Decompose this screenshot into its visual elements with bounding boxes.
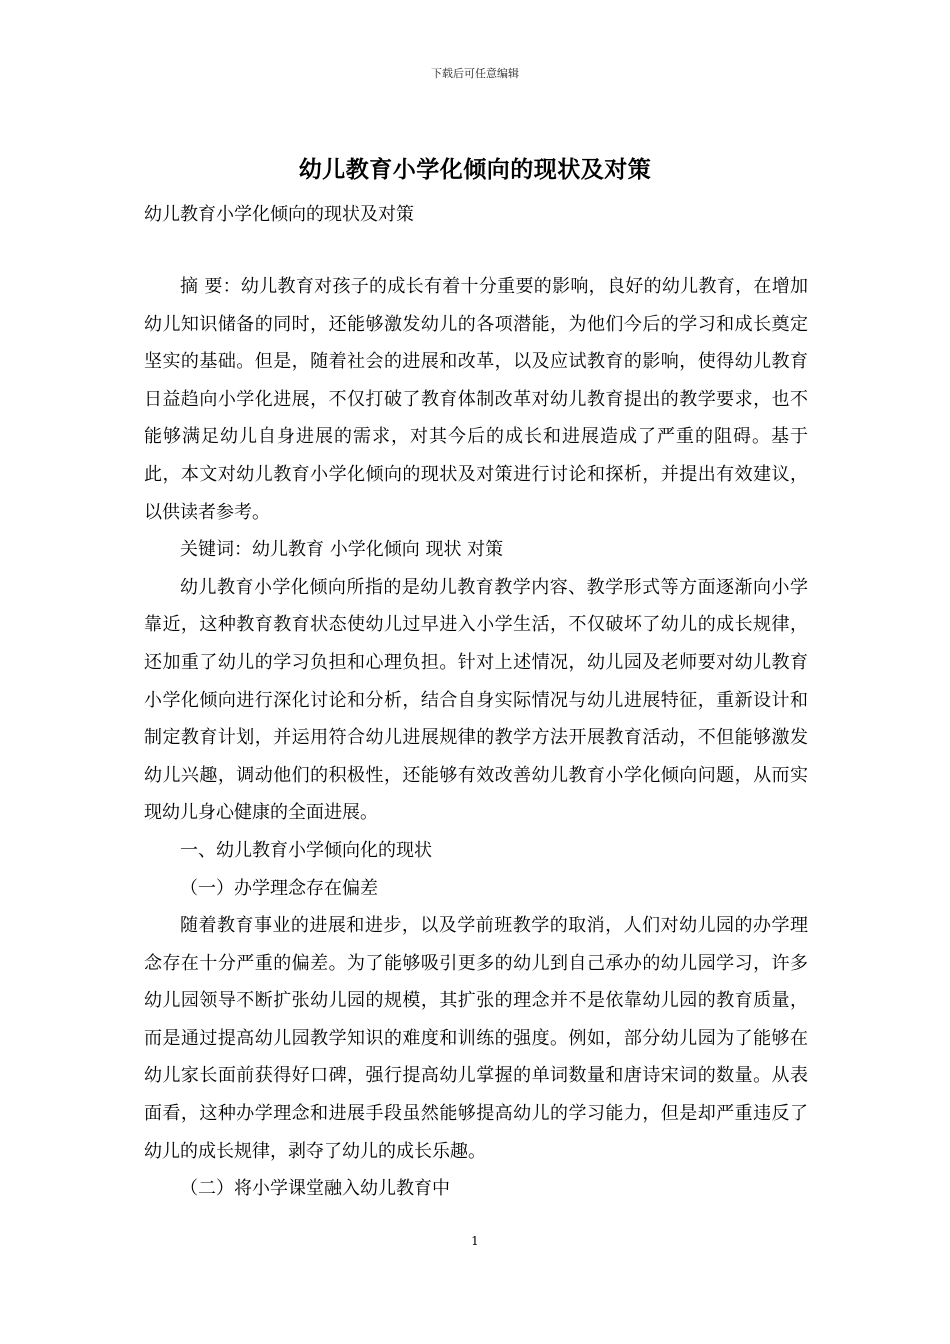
section-heading-1: 一、幼儿教育小学倾向化的现状 bbox=[180, 839, 432, 861]
intro-paragraph: 幼儿教育小学化倾向所指的是幼儿教育教学内容、教学形式等方面逐渐向小学靠近，这种教育教育状态使幼儿过早进入小学生活，不仅破坏了幼儿的成长规律，还加重了幼儿的学习负担和心理负担。针对上述情况，幼儿园及老师要对幼儿教育小学化倾向进行深化讨论和分析，结合自身实际情况与幼儿进展特征，重新设计和制定教育计划，并运用符合幼儿进展规律的教学方法开展教育活动，不但能够激发幼儿兴趣，调动他们的积极性，还能够有效改善幼儿教育小学化倾向问题，从而实现幼儿身心健康的全面进展。 bbox=[144, 576, 808, 824]
document-title: 幼儿教育小学化倾向的现状及对策 bbox=[298, 157, 652, 183]
subsection-heading-1: （一）办学理念存在偏差 bbox=[180, 877, 378, 899]
keywords-line: 关键词：幼儿教育 小学化倾向 现状 对策 bbox=[180, 539, 504, 561]
page-number: 1 bbox=[471, 1234, 479, 1248]
abstract-paragraph: 摘 要：幼儿教育对孩子的成长有着十分重要的影响，良好的幼儿教育，在增加幼儿知识储备的同时，还能够激发幼儿的各项潜能，为他们今后的学习和成长奠定坚实的基础。但是，随着社会的进展和改革，以及应试教育的影响，使得幼儿教育日益趋向小学化进展，不仅打破了教育体制改革对幼儿教育提出的教学要求，也不能够满足幼儿自身进展的需求，对其今后的成长和进展造成了严重的阻碍。基于此，本文对幼儿教育小学化倾向的现状及对策进行讨论和探析，并提出有效建议，以供读者参考。 bbox=[144, 276, 808, 523]
subsection-1-paragraph: 随着教育事业的进展和进步，以及学前班教学的取消，人们对幼儿园的办学理念存在十分严重的偏差。为了能够吸引更多的幼儿到自己承办的幼儿园学习，许多幼儿园领导不断扩张幼儿园的规模，其扩张的理念并不是依靠幼儿园的教育质量，而是通过提高幼儿园教学知识的难度和训练的强度。例如，部分幼儿园为了能够在幼儿家长面前获得好口碑，强行提高幼儿掌握的单词数量和唐诗宋词的数量。从表面看，这种办学理念和进展手段虽然能够提高幼儿的学习能力，但是却严重违反了幼儿的成长规律，剥夺了幼儿的成长乐趣。 bbox=[144, 915, 808, 1162]
subsection-heading-2: （二）将小学课堂融入幼儿教育中 bbox=[180, 1178, 450, 1200]
document-subtitle: 幼儿教育小学化倾向的现状及对策 bbox=[144, 204, 414, 225]
document-body bbox=[144, 268, 808, 1208]
page-header-note: 下载后可任意编辑 bbox=[431, 67, 519, 80]
